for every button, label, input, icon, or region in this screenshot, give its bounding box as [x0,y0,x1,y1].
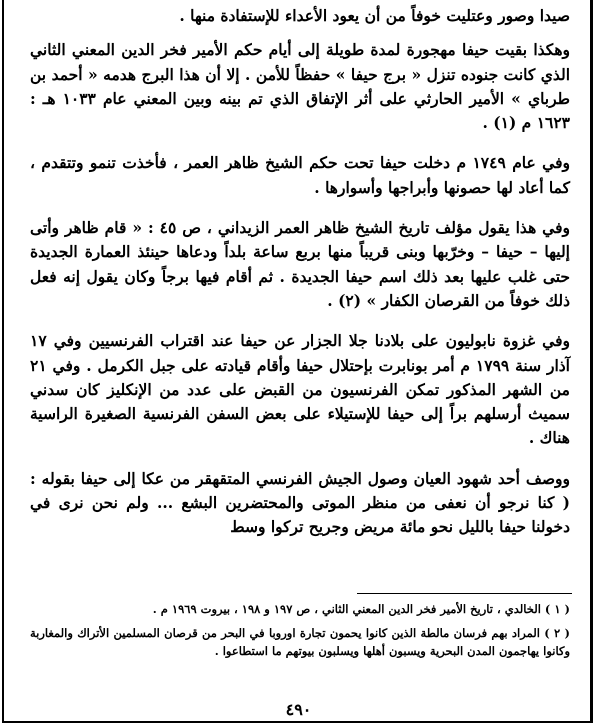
footnote-1: ( ١ ) الخالدي ، تاريخ الأمير فخر الدين المعني الثاني ، ص ١٩٧ و ١٩٨ ، بيروت ١٩٦٩ م . [152,602,570,616]
paragraph-1: صيدا وصور وعتليت خوفاً من أن يعود الأعداء للإستفادة منها . [179,6,570,25]
paragraph-3: وفي عام ١٧٤٩ م دخلت حيفا تحت حكم الشيخ ظاهر العمر ، فأخذت تنمو وتتقدم ، كما أعاد لها حصونها وأبراجها وأسوارها . [30,153,570,197]
footnotes [30,600,570,666]
paragraph-2: وهكذا بقيت حيفا مهجورة لمدة طويلة إلى أيام حكم الأمير فخر الدين المعني الثاني الذي كانت جنوده تنزل « برج حيفا » حفظاً للأمن . إلا أن هذا البرج هدمه « أحمد بن طرباي » الأمير الحارثي على أثر الإتفاق الذي تم بينه وبين المعني عام ١٠٣٣ هـ : ١٦٢٣ م (١) . [30,40,570,133]
page-body [30,4,570,556]
page-number: ٤٩٠ [285,700,312,719]
footnote-separator [357,593,572,594]
paragraph-4: وفي هذا يقول مؤلف تاريخ الشيخ ظاهر العمر الزيداني ، ص ٤٥ : « قام ظاهر وأتى إليها – حيفا – وخرّبها وبنى قريباً منها بربع ساعة بلداً ودعاها حينئذ العمارة الجديدة حتى غلب عليها بعد ذلك اسم حيفا الجديدة . ثم أقام فيها برجاً وكان يقول إنه فعل ذلك خوفاً من القرصان الكفار » (٢) . [30,218,570,310]
paragraph-5: وفي غزوة نابوليون على بلادنا جلا الجزار عن حيفا عند اقتراب الفرنسيين وفي ١٧ آذار سنة ١٧٩٩ م أمر بونابرت بإحتلال حيفا وأقام قيادته على جبل الكرمل . وفي ٢١ من الشهر المذكور تمكن الفرنسيون من القبض على عدد من الإنكليز كان سدني سميث أرسلهم براً إلى حيفا للإستيلاء على بعض السفن الفرنسية الصغيرة الراسية هناك . [30,331,570,448]
paragraph-6: ووصف أحد شهود العيان وصول الجيش الفرنسي المتقهقر من عكا إلى حيفا بقوله : ( كنا نرجو أن نعفى من منظر الموتى والمحتضرين البشع ... ولم نحن نرى في دخولنا حيفا بالليل نحو مائة مريض وجريح تركوا وسط [30,468,570,537]
footnote-2: ( ٢ ) المراد بهم فرسان مالطة الذين كانوا يحمون تجارة اوروبا في البحر من قرصان المسلمين الأتراك والمغاربة وكانوا يهاجمون المدن البحرية ويسبون أهلها ويسلبون بيوتهم ما استطاعوا . [30,626,570,658]
